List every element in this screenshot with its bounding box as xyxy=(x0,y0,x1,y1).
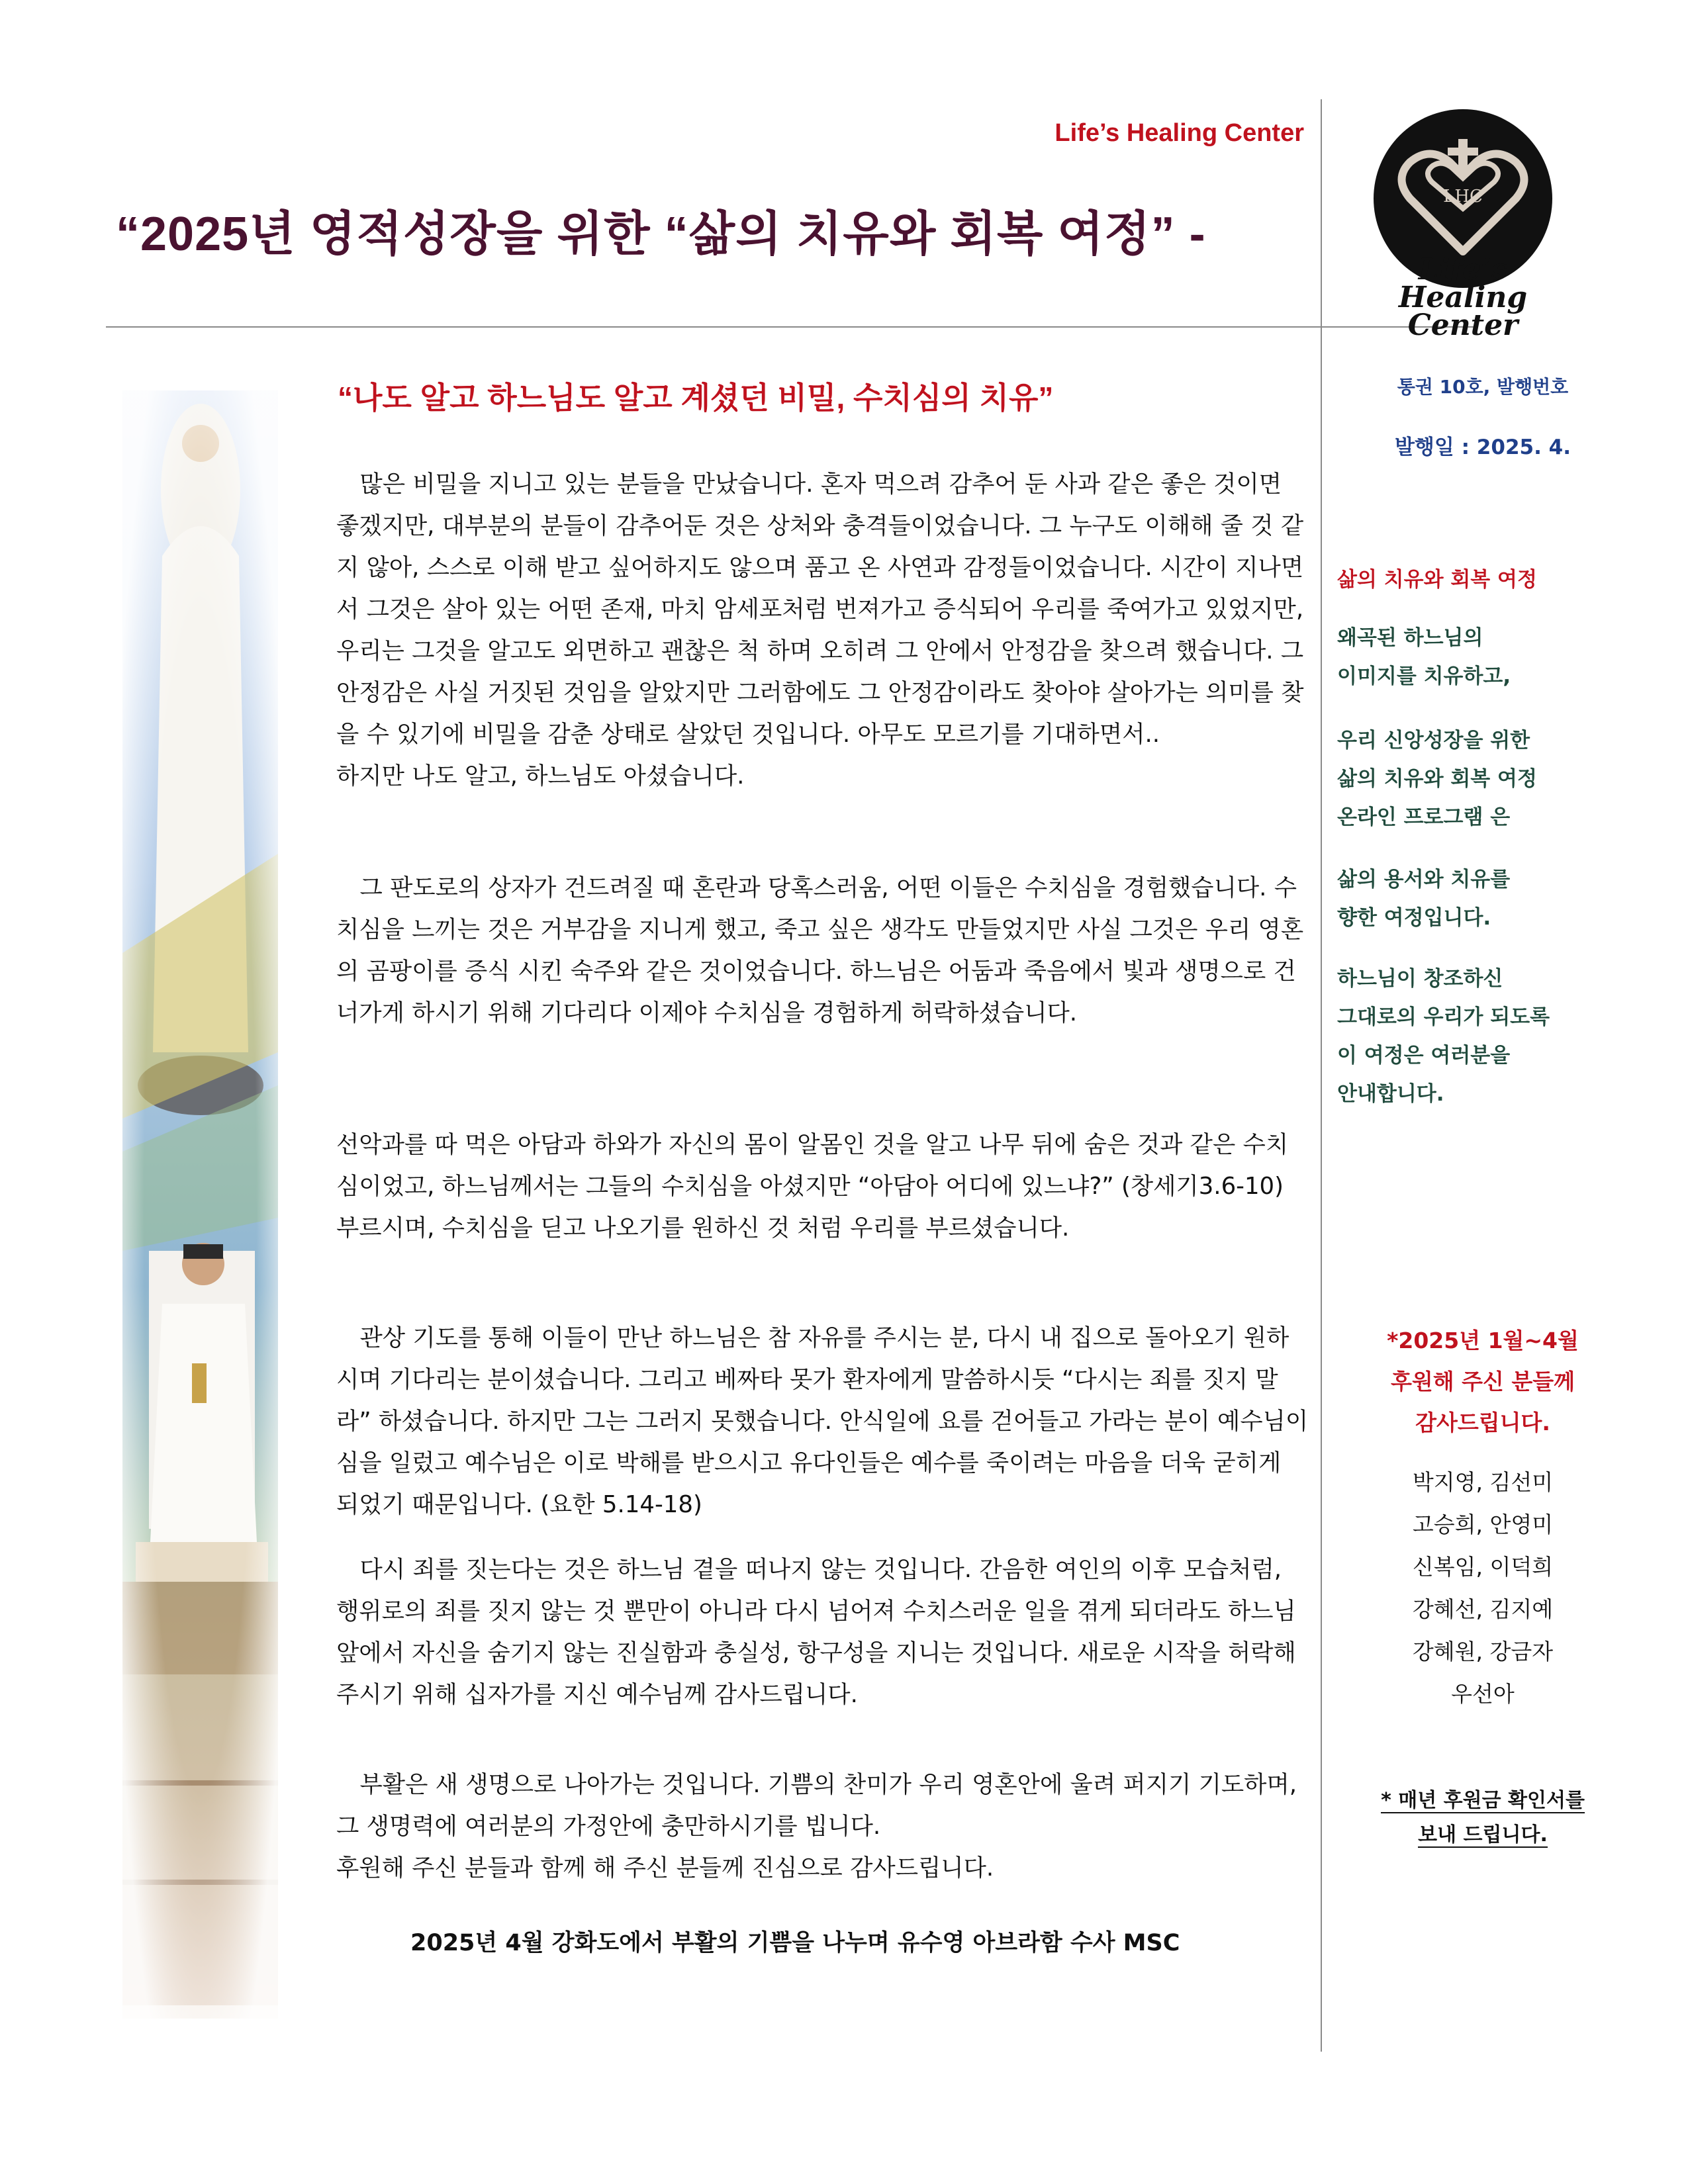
column-divider xyxy=(1321,99,1322,2052)
article-paragraph-3 xyxy=(336,1124,1309,1249)
center-name: Life’s Healing Center xyxy=(1055,119,1304,147)
issue-number: 통권 10호, 발행번호 xyxy=(1397,376,1569,398)
donor-names: 박지영, 김선미 xyxy=(1412,1469,1554,1495)
article-paragraph-1 xyxy=(336,463,1309,797)
donor-thanks xyxy=(1337,1320,1628,1443)
sidebar-line: 삶의 치유와 회복 여정 xyxy=(1337,767,1537,791)
note-line: * 매년 후원금 확인서를 xyxy=(1381,1789,1585,1812)
logo-line-2: Healing xyxy=(1398,281,1528,314)
thanks-line: 감사드립니다. xyxy=(1415,1410,1550,1435)
article-paragraph-4 xyxy=(336,1317,1309,1525)
photo-collage-image xyxy=(122,390,278,2019)
logo-initials: LHC xyxy=(1443,187,1483,206)
sidebar-line: 우리 신앙성장을 위한 xyxy=(1337,729,1530,752)
center-logo xyxy=(1374,109,1552,342)
donor-list xyxy=(1337,1461,1628,1715)
sidebar-line: 향한 여정입니다. xyxy=(1337,906,1491,930)
paragraph-text: 그 판도로의 상자가 건드려질 때 혼란과 당혹스러움, 어떤 이들은 수치심을 경험했습니다. 수치심을 느끼는 것은 거부감을 지니게 했고, 죽고 싶은 생각도 만들었지만 사실 그것은 우리 영혼의 곰팡이를 증식 시킨 숙주와 같은 것이었습니다. 하느님은 어둠과 죽음에서 빛과 생명으로 건너가게 하시기 위해 기다리다 이제야 수치심을 경험하게 허락하셨습니다. xyxy=(336,874,1304,1026)
paragraph-text: 관상 기도를 통해 이들이 만난 하느님은 참 자유를 주시는 분, 다시 내 집으로 돌아오기 원하시며 기다리는 분이셨습니다. 그리고 베짜타 못가 환자에게 말씀하시듯 “다시는 죄를 짓지 말라” 하셨습니다. 하지만 그는 그러지 못했습니다. 안식일에 요를 걷어들고 가라는 분이 예수님이심을 일렀고 예수님은 이로 박해를 받으시고 유다인들은 예수를 죽이려는 마음을 더욱 굳히게 되었기 때문입니다. (요한 5.14-18) xyxy=(336,1324,1309,1518)
sidebar-line: 온라인 프로그램 은 xyxy=(1337,805,1511,829)
sidebar-line: 그대로의 우리가 되도록 xyxy=(1337,1005,1550,1029)
logo-line-1: Life’s xyxy=(1418,253,1508,287)
article-title: “나도 알고 하느님도 알고 계셨던 비밀, 수치심의 치유” xyxy=(338,381,1054,415)
receipt-note xyxy=(1331,1784,1635,1852)
donor-names: 강혜선, 김지예 xyxy=(1412,1596,1554,1622)
sidebar-block-1 xyxy=(1337,619,1628,696)
sidebar-line: 왜곡된 하느님의 xyxy=(1337,626,1483,650)
paragraph-text: 선악과를 따 먹은 아담과 하와가 자신의 몸이 알몸인 것을 알고 나무 뒤에 숨은 것과 같은 수치심이었고, 하느님께서는 그들의 수치심을 아셨지만 “아담아 어디에 있느냐?” (창세기3.6-10) 부르시며, 수치심을 딛고 나오기를 원하신 것 처럼 우리를 부르셨습니다. xyxy=(336,1131,1289,1242)
logo-line-3: Center xyxy=(1407,308,1519,342)
sidebar-line: 삶의 용서와 치유를 xyxy=(1337,868,1511,891)
sidebar-block-2 xyxy=(1337,721,1628,837)
newsletter-title: “2025년 영적성장을 위한 “삶의 치유와 회복 여정” - xyxy=(116,208,1206,261)
article-paragraph-6 xyxy=(336,1764,1309,1889)
sidebar-heading: 삶의 치유와 회복 여정 xyxy=(1337,568,1537,592)
paragraph-text: 부활은 새 생명으로 나아가는 것입니다. 기쁨의 찬미가 우리 영혼안에 울려 퍼지기 기도하며, 그 생명력에 여러분의 가정안에 충만하시기를 빕니다. xyxy=(336,1771,1297,1840)
sidebar-block-4 xyxy=(1337,960,1628,1113)
logo-wordmark xyxy=(1367,253,1559,342)
article-paragraph-2 xyxy=(336,867,1309,1034)
donor-names: 우선아 xyxy=(1451,1681,1515,1707)
note-line: 보내 드립니다. xyxy=(1418,1823,1548,1846)
donor-names: 신복임, 이덕희 xyxy=(1412,1554,1554,1580)
photo-collage xyxy=(122,390,278,2019)
thanks-line: *2025년 1월~4월 xyxy=(1387,1328,1579,1353)
sidebar-line: 안내합니다. xyxy=(1337,1082,1444,1106)
header-divider xyxy=(106,326,1476,328)
thanks-line: 후원해 주신 분들께 xyxy=(1390,1369,1575,1394)
article-paragraph-5 xyxy=(336,1549,1309,1715)
paragraph-text: 후원해 주신 분들과 함께 해 주신 분들께 진심으로 감사드립니다. xyxy=(336,1854,994,1882)
paragraph-text: 다시 죄를 짓는다는 것은 하느님 곁을 떠나지 않는 것입니다. 간음한 여인의 이후 모습처럼, 행위로의 죄를 짓지 않는 것 뿐만이 아니라 다시 넘어져 수치스러운 일을 겪게 되더라도 하느님 앞에서 자신을 숨기지 않는 진실함과 충실성, 항구성을 지니는 것입니다. 새로운 시작을 허락해 주시기 위해 십자가를 지신 예수님께 감사드립니다. xyxy=(336,1556,1296,1708)
sidebar-line: 이 여정은 여러분을 xyxy=(1337,1044,1511,1068)
sidebar-line: 이미지를 치유하고, xyxy=(1337,664,1511,688)
donor-names: 강혜원, 강금자 xyxy=(1412,1639,1554,1664)
paragraph-text: 하지만 나도 알고, 하느님도 아셨습니다. xyxy=(336,762,745,790)
sidebar-line: 하느님이 창조하신 xyxy=(1337,967,1503,991)
paragraph-text: 많은 비밀을 지니고 있는 분들을 만났습니다. 혼자 먹으려 감추어 둔 사과 같은 좋은 것이면 좋겠지만, 대부분의 분들이 감추어둔 것은 상처와 충격들이었습니다. 그 누구도 이해해 줄 것 같지 않아, 스스로 이해 받고 싶어하지도 않으며 품고 온 사연과 감정들이었습니다. 시간이 지나면서 그것은 살아 있는 어떤 존재, 마치 암세포처럼 번져가고 증식되어 우리를 죽여가고 있었지만, 우리는 그것을 알고도 외면하고 괜찮은 척 하며 오히려 그 안에서 안정감을 찾으려 했습니다. 그 안정감은 사실 거짓된 것임을 알았지만 그러함에도 그 안정감이라도 찾아야 살아가는 의미를 찾을 수 있기에 비밀을 감춘 상태로 살았던 것입니다. 아무도 모르기를 기대하면서.. xyxy=(336,471,1304,748)
publish-date: 발행일 : 2025. 4. xyxy=(1394,435,1571,459)
donor-names: 고승희, 안영미 xyxy=(1412,1512,1554,1537)
author-signature: 2025년 4월 강화도에서 부활의 기쁨을 나누며 유수영 아브라함 수사 MSC xyxy=(410,1930,1180,1956)
sidebar-block-3 xyxy=(1337,860,1628,937)
